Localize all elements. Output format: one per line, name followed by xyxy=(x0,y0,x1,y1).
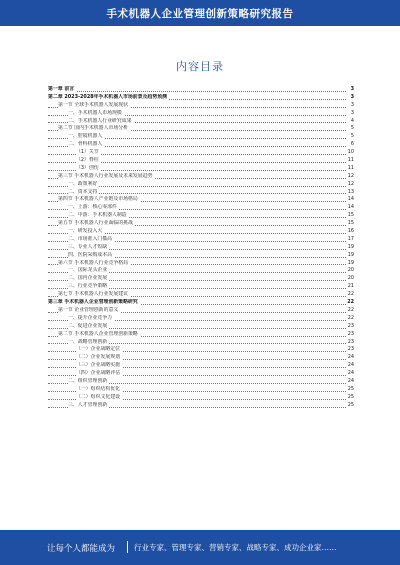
toc-entry-page: 15 xyxy=(347,212,354,219)
toc-entry-page: 24 xyxy=(347,370,354,377)
toc-entry[interactable] xyxy=(48,173,354,181)
toc-entry-page: 22 xyxy=(347,299,354,306)
toc-entry[interactable] xyxy=(48,212,354,220)
toc-entry-text: （2）脊柱 xyxy=(76,157,99,164)
toc-entry-text: 一、上游：核心零部件 xyxy=(68,204,117,211)
toc-title: 内容目录 xyxy=(176,60,224,73)
toc-entry[interactable] xyxy=(48,394,354,402)
toc-entry-page: 4 xyxy=(350,117,354,124)
toc-entry[interactable] xyxy=(48,291,354,299)
toc-entry-page: 15 xyxy=(347,220,354,227)
toc-entry-text: （一）组织结构优化 xyxy=(76,385,121,392)
toc-entry[interactable] xyxy=(48,362,354,370)
toc-entry-text: 第二节 手术机器人企业管理创新策略 xyxy=(58,330,138,337)
toc-entry-page: 19 xyxy=(347,251,354,258)
toc-entry-page: 23 xyxy=(347,322,354,329)
toc-entry-page: 19 xyxy=(347,259,354,266)
toc-entry[interactable] xyxy=(48,94,354,102)
toc-entry-text: 二、手术机器人行业研究成果 xyxy=(68,117,132,124)
toc-entry[interactable] xyxy=(48,133,354,141)
table-of-contents xyxy=(48,86,354,410)
footer-bar xyxy=(0,530,400,565)
toc-entry[interactable] xyxy=(48,339,354,347)
toc-entry-text: 第五节 手术机器人行业面临的挑战 xyxy=(58,220,133,227)
toc-entry[interactable] xyxy=(48,165,354,173)
toc-entry[interactable] xyxy=(48,260,354,268)
toc-entry-text: 一、战略管理创新 xyxy=(68,338,108,345)
toc-entry[interactable] xyxy=(48,149,354,157)
toc-entry-text: 第二章 2023-2028年手术机器人市场前景及趋势预测 xyxy=(48,93,167,100)
toc-entry-page: 10 xyxy=(347,149,354,156)
toc-entry[interactable] xyxy=(48,299,354,307)
toc-entry-text: 第三章 手术机器人企业管理创新策略研究 xyxy=(48,299,138,306)
toc-entry-text: 第六节 手术机器人行业竞争格局 xyxy=(58,259,129,266)
toc-entry-text: 一、提升企业竞争力 xyxy=(68,314,113,321)
toc-entry-page: 23 xyxy=(347,338,354,345)
toc-entry-text: 一、国际龙头企业 xyxy=(68,267,108,274)
toc-entry-page: 20 xyxy=(347,267,354,274)
toc-entry[interactable] xyxy=(48,125,354,133)
toc-entry[interactable] xyxy=(48,86,354,94)
toc-entry-text: （3）创伤 xyxy=(76,164,99,171)
toc-entry[interactable] xyxy=(48,378,354,386)
toc-entry-page: 23 xyxy=(347,330,354,337)
toc-entry-text: 二、骨科机器人 xyxy=(68,141,103,148)
toc-entry[interactable] xyxy=(48,157,354,165)
toc-entry[interactable] xyxy=(48,196,354,204)
toc-entry-text: 一、政策利好 xyxy=(68,180,98,187)
toc-entry-text: 一、研发投入大 xyxy=(68,228,103,235)
toc-entry-text: （二）组织文化建设 xyxy=(76,393,121,400)
toc-entry-text: （四）企业战略评估 xyxy=(76,370,121,377)
toc-entry[interactable] xyxy=(48,244,354,252)
toc-entry-page: 3 xyxy=(350,93,354,100)
toc-entry[interactable] xyxy=(48,110,354,118)
toc-entry[interactable] xyxy=(48,283,354,291)
toc-entry-page: 24 xyxy=(347,377,354,384)
footer-divider xyxy=(127,541,128,553)
toc-entry[interactable] xyxy=(48,331,354,339)
toc-entry-page: 14 xyxy=(347,204,354,211)
toc-entry[interactable] xyxy=(48,386,354,394)
toc-entry-page: 12 xyxy=(347,172,354,179)
toc-entry[interactable] xyxy=(48,346,354,354)
toc-entry[interactable] xyxy=(48,402,354,410)
toc-entry-page: 20 xyxy=(347,275,354,282)
toc-entry-page: 22 xyxy=(347,314,354,321)
toc-entry-page: 16 xyxy=(347,228,354,235)
toc-entry-text: （三）企业战略实施 xyxy=(76,362,121,369)
toc-entry[interactable] xyxy=(48,307,354,315)
toc-entry-page: 17 xyxy=(347,235,354,242)
toc-entry[interactable] xyxy=(48,252,354,260)
toc-entry-page: 24 xyxy=(347,362,354,369)
toc-entry-text: 第一章 前言 xyxy=(48,86,75,92)
toc-entry-page: 25 xyxy=(347,385,354,392)
toc-entry-text: 二、促进企业发展 xyxy=(68,322,108,329)
toc-entry[interactable] xyxy=(48,181,354,189)
toc-entry[interactable] xyxy=(48,354,354,362)
toc-entry-text: 第七节 手术机器人行业发展建议 xyxy=(58,291,129,298)
toc-entry-page: 21 xyxy=(347,283,354,290)
toc-entry[interactable] xyxy=(48,323,354,331)
dot-leader xyxy=(48,91,346,92)
toc-entry-text: 第三节 手术机器人行业发展及未来发展趋势 xyxy=(58,172,153,179)
toc-entry-text: 二、市场准入门槛高 xyxy=(68,235,113,242)
toc-entry-page: 22 xyxy=(347,306,354,313)
toc-entry-text: 二、中游：手术机器人制造 xyxy=(68,212,127,219)
toc-entry-text: 一、腔镜机器人 xyxy=(68,133,103,140)
toc-entry-page: 24 xyxy=(347,354,354,361)
toc-entry[interactable] xyxy=(48,102,354,110)
toc-entry-page: 25 xyxy=(347,393,354,400)
toc-entry[interactable] xyxy=(48,204,354,212)
toc-entry[interactable] xyxy=(48,228,354,236)
toc-entry-page: 3 xyxy=(350,86,354,92)
toc-entry[interactable] xyxy=(48,220,354,228)
toc-entry-page: 6 xyxy=(350,141,354,148)
toc-entry-text: 第二节 国内手术机器人市场分析 xyxy=(58,125,129,132)
toc-entry[interactable] xyxy=(48,118,354,126)
toc-entry-text: 第一节 企业管理创新的意义 xyxy=(58,306,119,313)
toc-entry-page: 13 xyxy=(347,188,354,195)
toc-entry[interactable] xyxy=(48,275,354,283)
toc-entry-page: 23 xyxy=(347,346,354,353)
toc-entry-text: 三、专业人才短缺 xyxy=(68,243,108,250)
toc-entry-page: 22 xyxy=(347,291,354,298)
toc-entry-page: 11 xyxy=(347,157,354,164)
toc-entry-page: 5 xyxy=(350,125,354,132)
toc-entry-text: 第四节 手术机器人产业链及市场格局 xyxy=(58,196,138,203)
toc-entry[interactable] xyxy=(48,189,354,197)
toc-entry-page: 25 xyxy=(347,401,354,408)
toc-entry-text: 一、手术机器人市场规模 xyxy=(68,109,122,116)
toc-entry[interactable] xyxy=(48,236,354,244)
toc-entry[interactable] xyxy=(48,267,354,275)
toc-entry-text: 三、人才管理创新 xyxy=(68,401,108,408)
toc-entry-text: 四、医院采购成本高 xyxy=(68,251,113,258)
report-title: 手术机器人企业管理创新策略研究报告 xyxy=(106,8,294,20)
toc-entry-page: 19 xyxy=(347,243,354,250)
toc-entry[interactable] xyxy=(48,370,354,378)
footer-slogan: 让每个人都能成为 xyxy=(47,544,116,554)
footer-tagline: 行业专家、管理专家、营销专家、战略专家、成功企业家…… xyxy=(134,543,337,552)
header-bar xyxy=(0,0,400,26)
toc-entry-page: 12 xyxy=(347,180,354,187)
toc-entry-page: 3 xyxy=(350,109,354,116)
toc-entry-text: 二、资本支持 xyxy=(68,188,98,195)
toc-entry-text: （二）企业发展规划 xyxy=(76,354,121,361)
toc-entry-text: 二、组织管理创新 xyxy=(68,377,108,384)
toc-entry-text: 二、国内企业发展 xyxy=(68,275,108,282)
toc-entry-text: 三、行业竞争策略 xyxy=(68,283,108,290)
toc-entry[interactable] xyxy=(48,141,354,149)
toc-entry-page: 3 xyxy=(350,101,354,108)
toc-entry-text: （1）关节 xyxy=(76,149,99,156)
toc-entry-page: 14 xyxy=(347,196,354,203)
toc-entry-text: 第一节 全球手术机器人发展现状 xyxy=(58,101,129,108)
toc-entry-page: 5 xyxy=(350,133,354,140)
toc-entry-page: 11 xyxy=(347,164,354,171)
toc-entry-text: （一）企业战略定位 xyxy=(76,346,121,353)
toc-entry[interactable] xyxy=(48,315,354,323)
